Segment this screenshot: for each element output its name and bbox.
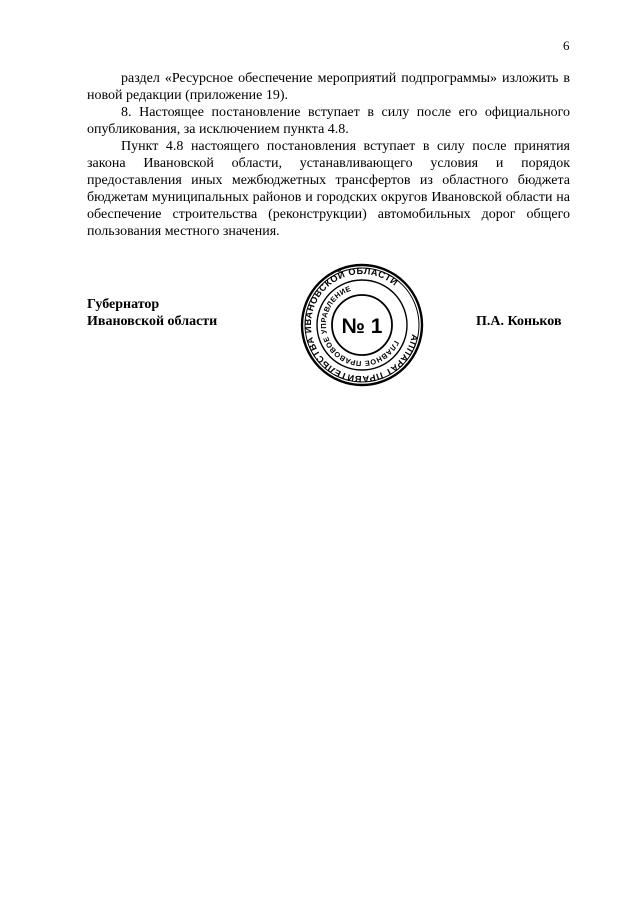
document-body bbox=[87, 70, 570, 240]
signer-title bbox=[87, 296, 217, 330]
official-seal bbox=[300, 263, 424, 387]
seal-center-number: № 1 bbox=[341, 315, 383, 338]
signature-block bbox=[0, 263, 640, 403]
signer-title-line-2: Ивановской области bbox=[87, 314, 218, 329]
seal-graphic bbox=[300, 263, 424, 387]
signer-name: П.А. Коньков bbox=[476, 314, 562, 329]
paragraph-subprogram-section: раздел «Ресурсное обеспечение мероприятий подпрограммы» изложить в новой редакции (приложение 19). bbox=[87, 71, 570, 103]
seal-outer-text: АППАРАТ ПРАВИТЕЛЬСТВА ИВАНОВСКОЙ ОБЛАСТИ bbox=[302, 265, 421, 385]
paragraph-entry-into-force: 8. Настоящее постановление вступает в силу после его официального опубликования, за исключением пункта 4.8. bbox=[87, 105, 570, 137]
seal-inner-text: ГЛАВНОЕ ПРАВОВОЕ УПРАВЛЕНИЕ bbox=[318, 283, 401, 369]
paragraph-clause-4-8: Пункт 4.8 настоящего постановления вступает в силу после принятия закона Ивановской области, устанавливающего условия и порядок предоставления иных межбюджетных трансфертов из областного бюджета бюджетам муниципальных районов и городских округов Ивановской области на обеспечение строительства (реконструкции) автомобильных дорог общего пользования местного значения. bbox=[87, 139, 570, 239]
signer-title-line-1: Губернатор bbox=[87, 297, 160, 312]
page-number: 6 bbox=[563, 38, 570, 53]
